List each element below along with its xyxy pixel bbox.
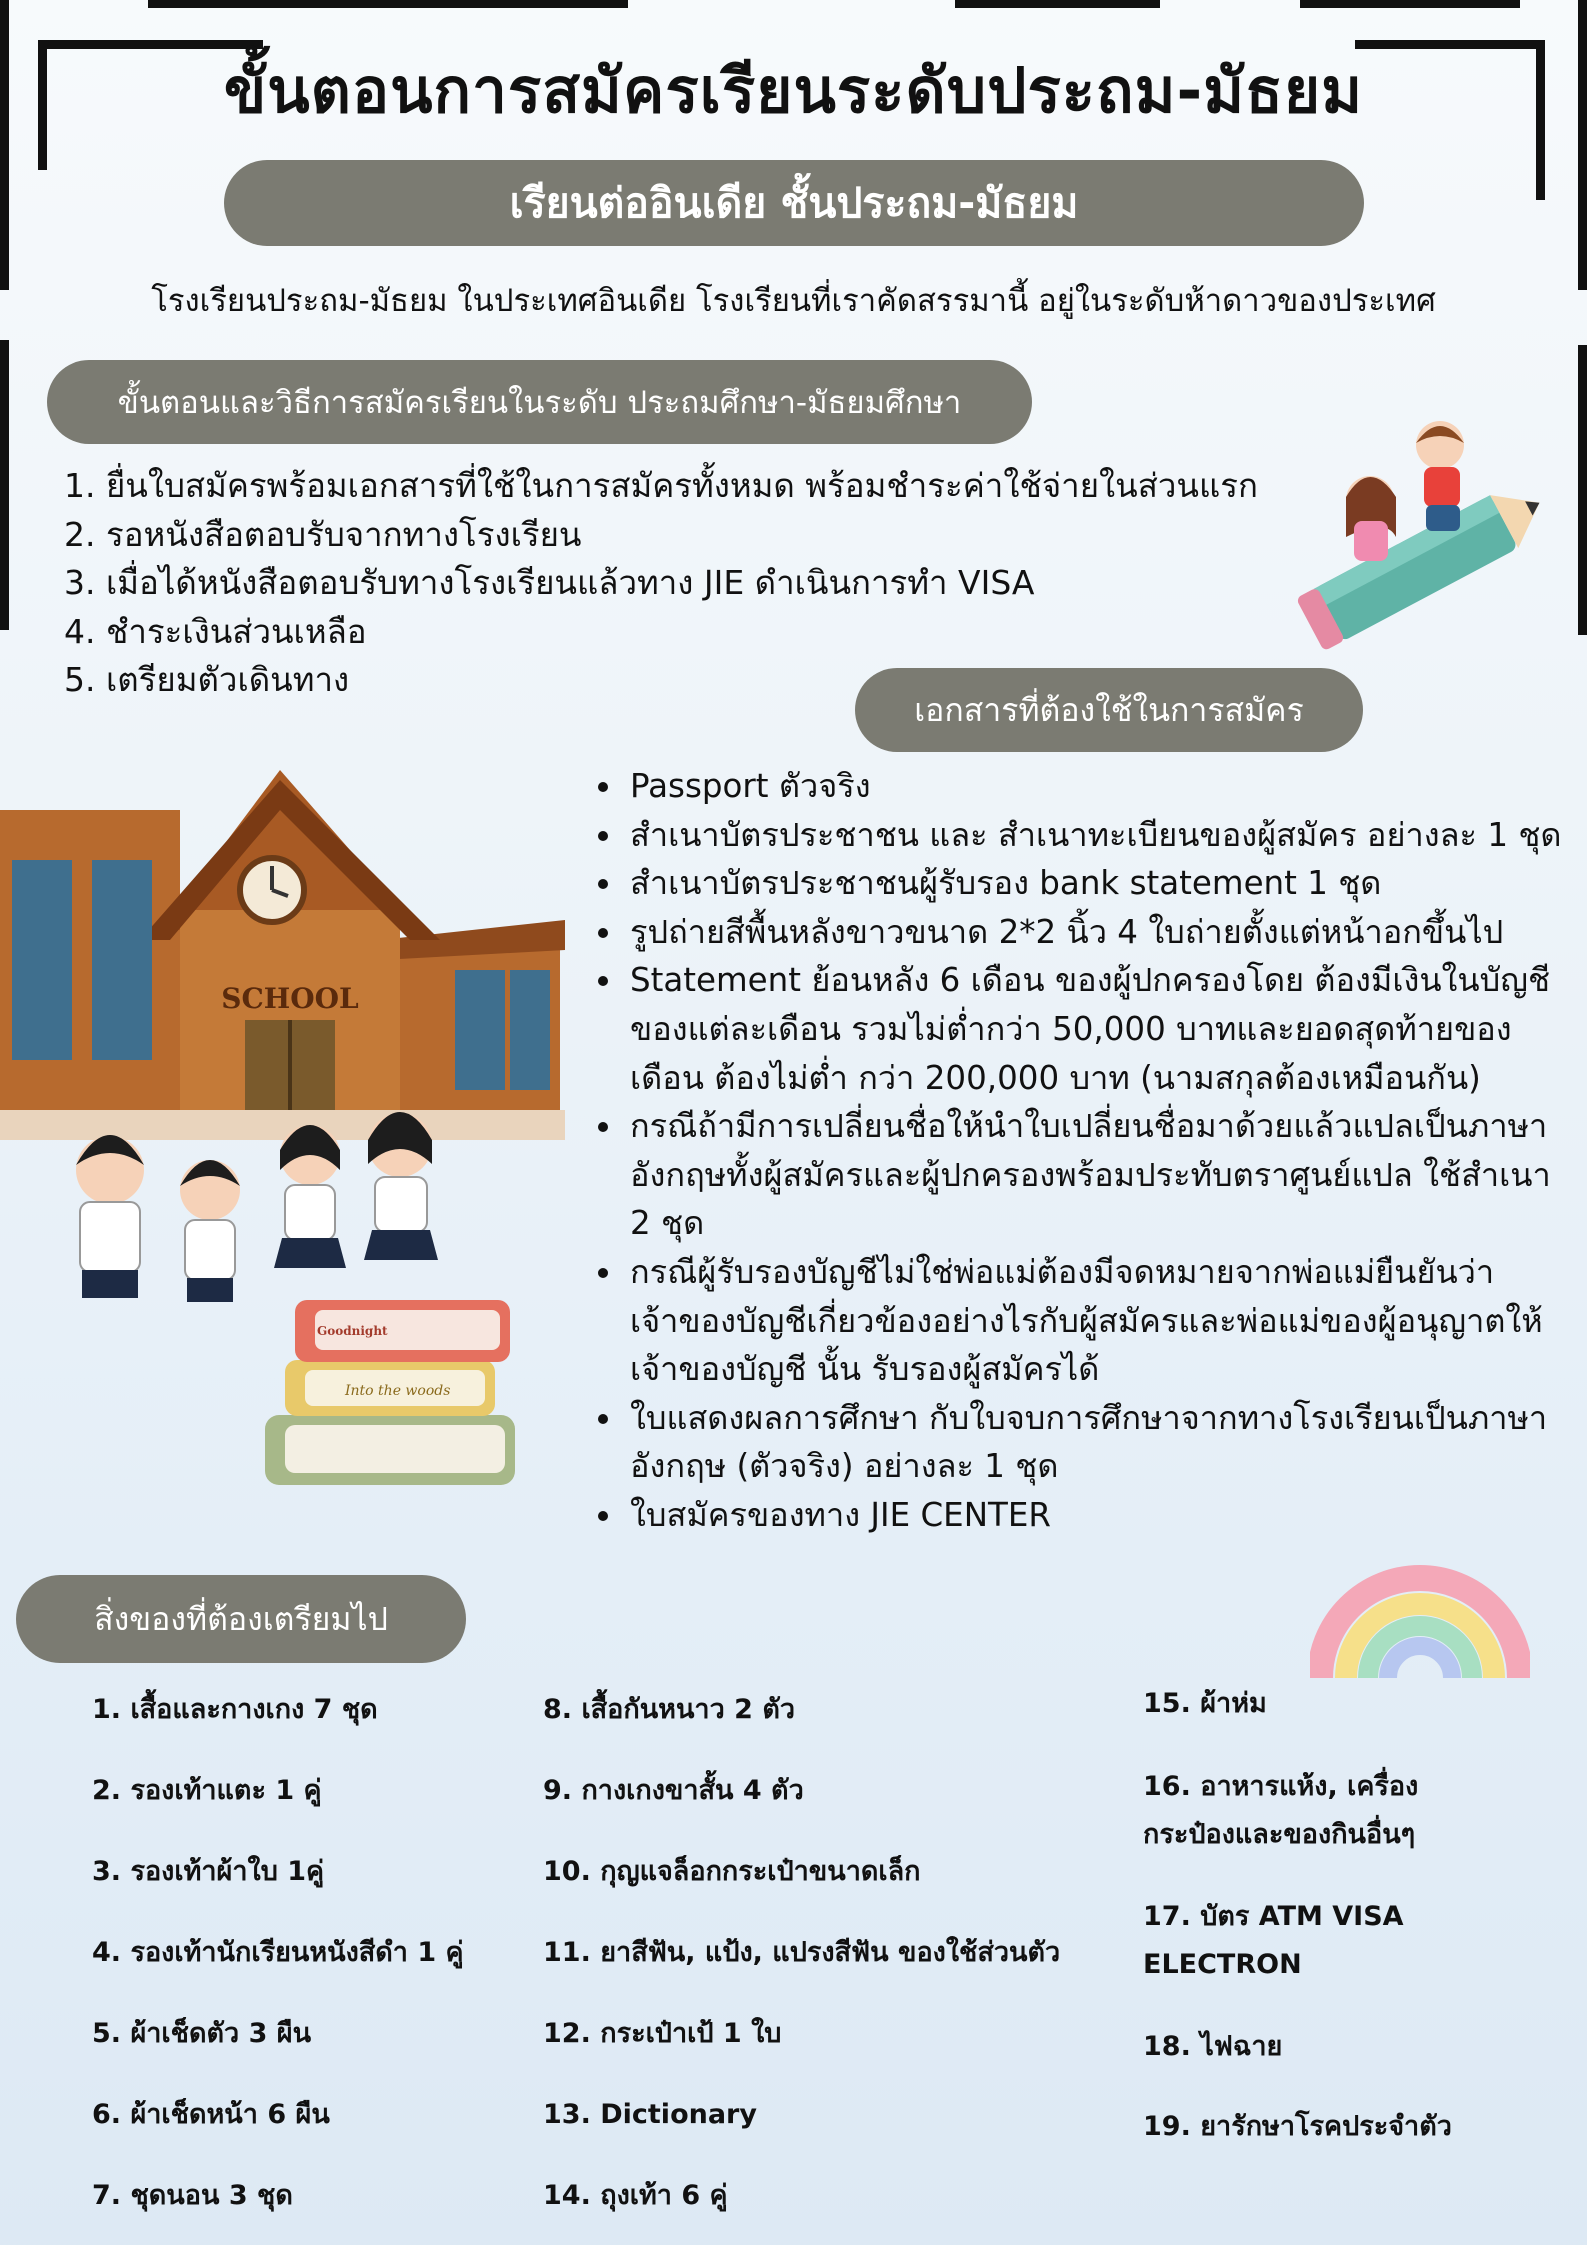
- frame-left-edge-mid: [0, 340, 9, 630]
- list-item: 14. ถุงเท้า 6 คู่: [543, 2180, 728, 2211]
- books-illustration: [255, 1290, 540, 1505]
- list-item: 3. เมื่อได้หนังสือตอบรับทางโรงเรียนแล้วทาง JIE ดำเนินการทำ VISA: [64, 563, 1035, 602]
- list-item: 17. บัตร ATM VISA: [1143, 1901, 1404, 1932]
- steps-heading-pill: [47, 360, 1032, 444]
- subtitle-text: เรียนต่ออินเดีย ชั้นประถม-มัธยม: [509, 178, 1079, 227]
- steps-heading: ขั้นตอนและวิธีการสมัครเรียนในระดับ ประถมศึกษา-มัธยมศึกษา: [117, 385, 962, 421]
- book-middle-title: Into the woods: [345, 1383, 451, 1399]
- list-item: 2. รองเท้าแตะ 1 คู่: [92, 1775, 322, 1806]
- list-item: 5. ผ้าเช็ดตัว 3 ผืน: [92, 2018, 312, 2049]
- packing-heading: สิ่งของที่ต้องเตรียมไป: [94, 1599, 388, 1638]
- book-top-title: Goodnight: [317, 1324, 388, 1338]
- packing-heading-pill: [16, 1575, 466, 1663]
- list-item: 19. ยารักษาโรคประจำตัว: [1143, 2111, 1452, 2142]
- documents-heading-pill: [855, 668, 1363, 752]
- list-item: 5. เตรียมตัวเดินทาง: [64, 660, 350, 699]
- list-item: 8. เสื้อกันหนาว 2 ตัว: [543, 1694, 796, 1725]
- school-sign: SCHOOL: [221, 982, 359, 1015]
- school-illustration: [0, 770, 565, 1350]
- list-item: 7. ชุดนอน 3 ชุด: [92, 2180, 293, 2211]
- list-item: Statement ย้อนหลัง 6 เดือน ของผู้ปกครองโดย ต้องมีเงินในบัญชีของแต่ละเดือน รวมไม่ต่ำกว่า 50,000 บาทและยอดสุดท้ายของเดือน ต้องไม่ต่ำ กว่า 200,000 บาท (นามสกุลต้องเหมือนกัน): [596, 956, 1576, 1102]
- list-item: 18. ไฟฉาย: [1143, 2031, 1283, 2062]
- page-title: ขั้นตอนการสมัครเรียนระดับประถม-มัธยม: [223, 54, 1364, 127]
- list-item: 1. เสื้อและกางเกง 7 ชุด: [92, 1694, 378, 1725]
- documents-heading: เอกสารที่ต้องใช้ในการสมัคร: [914, 690, 1304, 729]
- list-item: 16. อาหารแห้ง, เครื่อง: [1143, 1771, 1419, 1802]
- kids-on-pencil-illustration: [1290, 405, 1550, 655]
- list-item: 15. ผ้าห่ม: [1143, 1688, 1267, 1719]
- list-item: ใบแสดงผลการศึกษา กับใบจบการศึกษาจากทางโรงเรียนเป็นภาษาอังกฤษ (ตัวจริง) อย่างละ 1 ชุด: [596, 1394, 1576, 1491]
- documents-list: [596, 762, 1576, 1540]
- list-item: 9. กางเกงขาสั้น 4 ตัว: [543, 1775, 804, 1806]
- list-item: 6. ผ้าเช็ดหน้า 6 ผืน: [92, 2099, 330, 2130]
- list-item: กรณีผู้รับรองบัญชีไม่ใช่พ่อแม่ต้องมีจดหมายจากพ่อแม่ยืนยันว่าเจ้าของบัญชีเกี่ยวข้องอย่างไรกับผู้สมัครและพ่อแม่ของผู้อนุญาตให้เจ้าของบัญชี นั้น รับรองผู้สมัครได้: [596, 1248, 1576, 1394]
- intro-text: โรงเรียนประถม-มัธยม ในประเทศอินเดีย โรงเรียนที่เราคัดสรรมานี้ อยู่ในระดับห้าดาวของประเทศ: [151, 283, 1436, 319]
- frame-top-right-bar-2: [1300, 0, 1520, 8]
- subtitle-pill: [224, 160, 1364, 246]
- list-item: รูปถ่ายสีพื้นหลังขาวขนาด 2*2 นิ้ว 4 ใบถ่ายตั้งแต่หน้าอกขึ้นไป: [596, 908, 1576, 957]
- list-item: 4. ชำระเงินส่วนเหลือ: [64, 611, 367, 651]
- list-item: สำเนาบัตรประชาชน และ สำเนาทะเบียนของผู้สมัคร อย่างละ 1 ชุด: [596, 811, 1576, 860]
- list-item: 11. ยาสีฟัน, แป้ง, แปรงสีฟัน ของใช้ส่วนตัว: [543, 1937, 1061, 1968]
- list-item: 2. รอหนังสือตอบรับจากทางโรงเรียน: [64, 514, 582, 554]
- list-item: ELECTRON: [1143, 1949, 1302, 1980]
- list-item: 3. รองเท้าผ้าใบ 1คู่: [92, 1856, 325, 1887]
- frame-right-edge-mid: [1578, 345, 1587, 635]
- frame-top-right-bar: [955, 0, 1160, 8]
- frame-top-left-bar: [148, 0, 628, 8]
- list-item: กระป๋องและของกินอื่นๆ: [1143, 1819, 1416, 1850]
- list-item: 4. รองเท้านักเรียนหนังสีดำ 1 คู่: [92, 1937, 464, 1968]
- list-item: 13. Dictionary: [543, 2099, 757, 2130]
- list-item: สำเนาบัตรประชาชนผู้รับรอง bank statement 1 ชุด: [596, 859, 1576, 908]
- list-item: กรณีถ้ามีการเปลี่ยนชื่อให้นำใบเปลี่ยนชื่อมาด้วยแล้วแปลเป็นภาษาอังกฤษทั้งผู้สมัครและผู้ปกครองพร้อมประทับตราศูนย์แปล ใช้สำเนา 2 ชุด: [596, 1102, 1576, 1248]
- rainbow-illustration: [1310, 1538, 1530, 1688]
- list-item: 12. กระเป๋าเป้ 1 ใบ: [543, 2018, 782, 2049]
- list-item: 10. กุญแจล็อกกระเป๋าขนาดเล็ก: [543, 1856, 921, 1887]
- list-item: ใบสมัครของทาง JIE CENTER: [596, 1491, 1576, 1540]
- list-item: Passport ตัวจริง: [596, 762, 1576, 811]
- list-item: 1. ยื่นใบสมัครพร้อมเอกสารที่ใช้ในการสมัครทั้งหมด พร้อมชำระค่าใช้จ่ายในส่วนแรก: [64, 466, 1258, 505]
